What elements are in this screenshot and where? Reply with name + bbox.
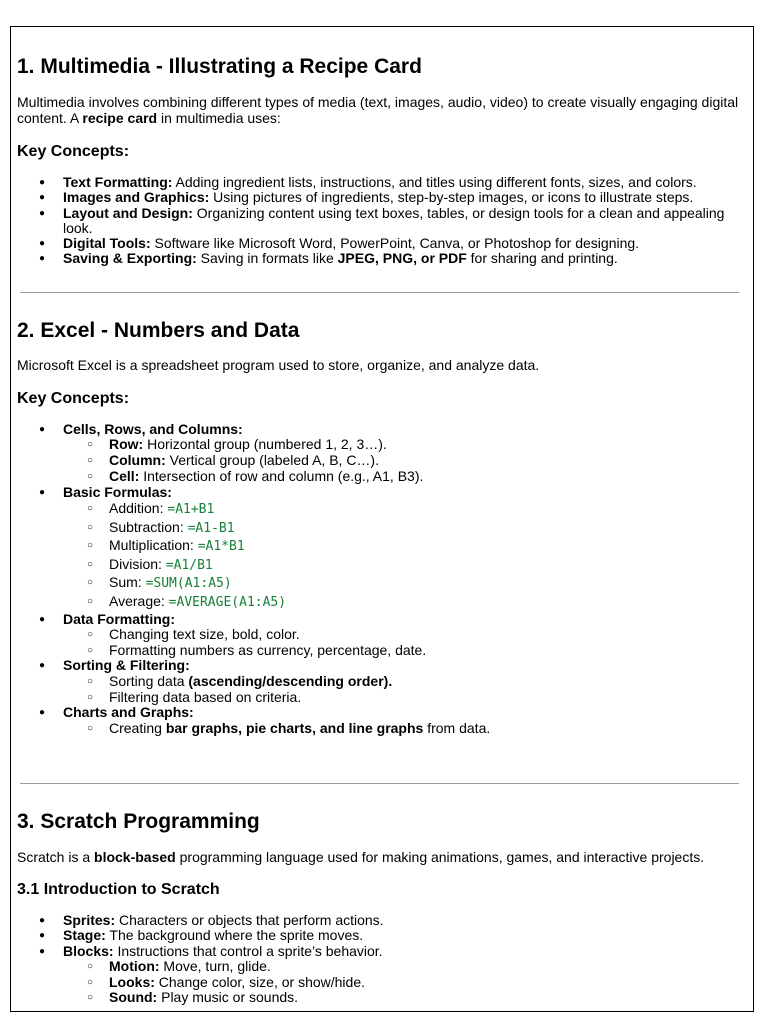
sublist-item: ○ Addition: =A1+B1: [17, 500, 747, 519]
section2-intro: Microsoft Excel is a spreadsheet program used to store, organize, and analyze data.: [17, 357, 540, 373]
list-item: ● Saving & Exporting: Saving in formats like JPEG, PNG, or PDF for sharing and printing.: [17, 251, 747, 266]
sublist-item: ○ Column: Vertical group (labeled A, B, C…).: [17, 453, 747, 469]
sublist-item: ○ Multiplication: =A1*B1: [17, 537, 747, 556]
section3-intro: Scratch is a block-based programming language used for making animations, games, and interactive projects.: [17, 849, 705, 865]
list-item: ● Images and Graphics: Using pictures of ingredients, step-by-step images, or icons to illustrate steps.: [17, 190, 747, 205]
formula-code: =A1+B1: [167, 501, 215, 517]
section-divider: [20, 783, 739, 784]
list-item: ● Blocks: Instructions that control a sprite’s behavior. ○ Motion: Move, turn, glide. ○ Looks: Change color, size, or show/hide. ○ Sound: Play music or sounds.: [17, 944, 747, 1007]
sublist-item: ○ Cell: Intersection of row and column (e.g., A1, B3).: [17, 469, 747, 485]
sublist-item: ○ Division: =A1/B1: [17, 556, 747, 575]
section-divider: [20, 292, 739, 293]
cells-sublist: [63, 437, 747, 484]
section1-key-heading: Key Concepts:: [17, 143, 130, 160]
section2-key-heading: Key Concepts:: [17, 390, 130, 407]
formatting-sublist: [63, 627, 747, 659]
formula-code: =AVERAGE(A1:A5): [168, 594, 287, 610]
list-item-formatting: ● Data Formatting: ○ Changing text size, bold, color. ○ Formatting numbers as currency, percentage, date.: [17, 612, 747, 659]
document-page: [10, 26, 754, 1012]
list-item: ● Stage: The background where the sprite moves.: [17, 928, 747, 943]
section1-intro: Multimedia involves combining different types of media (text, images, audio, video) to create visually engaging digital content. A recipe card in multimedia uses:: [17, 94, 739, 126]
sublist-item: ○ Changing text size, bold, color.: [17, 627, 747, 643]
section3-sub-heading: 3.1 Introduction to Scratch: [17, 881, 220, 898]
list-item-sorting: ● Sorting & Filtering: ○ Sorting data (ascending/descending order). ○ Filtering data based on criteria.: [17, 658, 747, 705]
sublist-item: ○ Looks: Change color, size, or show/hide.: [17, 975, 747, 991]
sublist-item: ○ Average: =AVERAGE(A1:A5): [17, 593, 747, 612]
sublist-item: ○ Subtraction: =A1-B1: [17, 519, 747, 538]
sorting-sublist: [63, 674, 747, 706]
blocks-sublist: [63, 959, 747, 1006]
section3-list: [17, 913, 747, 1006]
section1-title: 1. Multimedia - Illustrating a Recipe Card: [17, 55, 422, 78]
list-item: ● Sprites: Characters or objects that perform actions.: [17, 913, 747, 928]
sublist-item: ○ Creating bar graphs, pie charts, and line graphs from data.: [17, 721, 747, 737]
charts-sublist: [63, 721, 747, 737]
formula-code: =A1/B1: [165, 557, 213, 573]
sublist-item: ○ Sound: Play music or sounds.: [17, 990, 747, 1006]
section1-list: [17, 175, 747, 267]
formula-code: =A1*B1: [197, 539, 245, 555]
formulas-sublist: [63, 500, 747, 612]
list-item: ● Digital Tools: Software like Microsoft Word, PowerPoint, Canva, or Photoshop for designing.: [17, 236, 747, 251]
sublist-item: ○ Sorting data (ascending/descending order).: [17, 674, 747, 690]
sublist-item: ○ Sum: =SUM(A1:A5): [17, 574, 747, 593]
sublist-item: ○ Row: Horizontal group (numbered 1, 2, 3…).: [17, 437, 747, 453]
list-item: ● Text Formatting: Adding ingredient lists, instructions, and titles using different fonts, sizes, and colors.: [17, 175, 747, 190]
sublist-item: ○ Motion: Move, turn, glide.: [17, 959, 747, 975]
list-item-charts: ● Charts and Graphs: ○ Creating bar graphs, pie charts, and line graphs from data.: [17, 705, 747, 736]
list-item-formulas: ● Basic Formulas: ○ Addition: =A1+B1 ○ Subtraction: =A1-B1 ○ Multiplication: =A1*B1 ○ Division: =A1/B1 ○ Sum: =SUM(A1:A5) ○ Average: =AVERAGE(A1:A5): [17, 485, 747, 612]
section3-title: 3. Scratch Programming: [17, 810, 260, 833]
sublist-item: ○ Filtering data based on criteria.: [17, 690, 747, 706]
section2-title: 2. Excel - Numbers and Data: [17, 319, 300, 342]
formula-code: =SUM(A1:A5): [145, 576, 232, 592]
list-item: ● Layout and Design: Organizing content using text boxes, tables, or design tools for a clean and appealing look.: [17, 206, 747, 237]
formula-code: =A1-B1: [187, 520, 235, 536]
section2-list: [17, 422, 747, 736]
sublist-item: ○ Formatting numbers as currency, percentage, date.: [17, 643, 747, 659]
list-item-cells: ● Cells, Rows, and Columns: ○ Row: Horizontal group (numbered 1, 2, 3…). ○ Column: Vertical group (labeled A, B, C…). ○ Cell: Intersection of row and column (e.g., A1, B3).: [17, 422, 747, 485]
